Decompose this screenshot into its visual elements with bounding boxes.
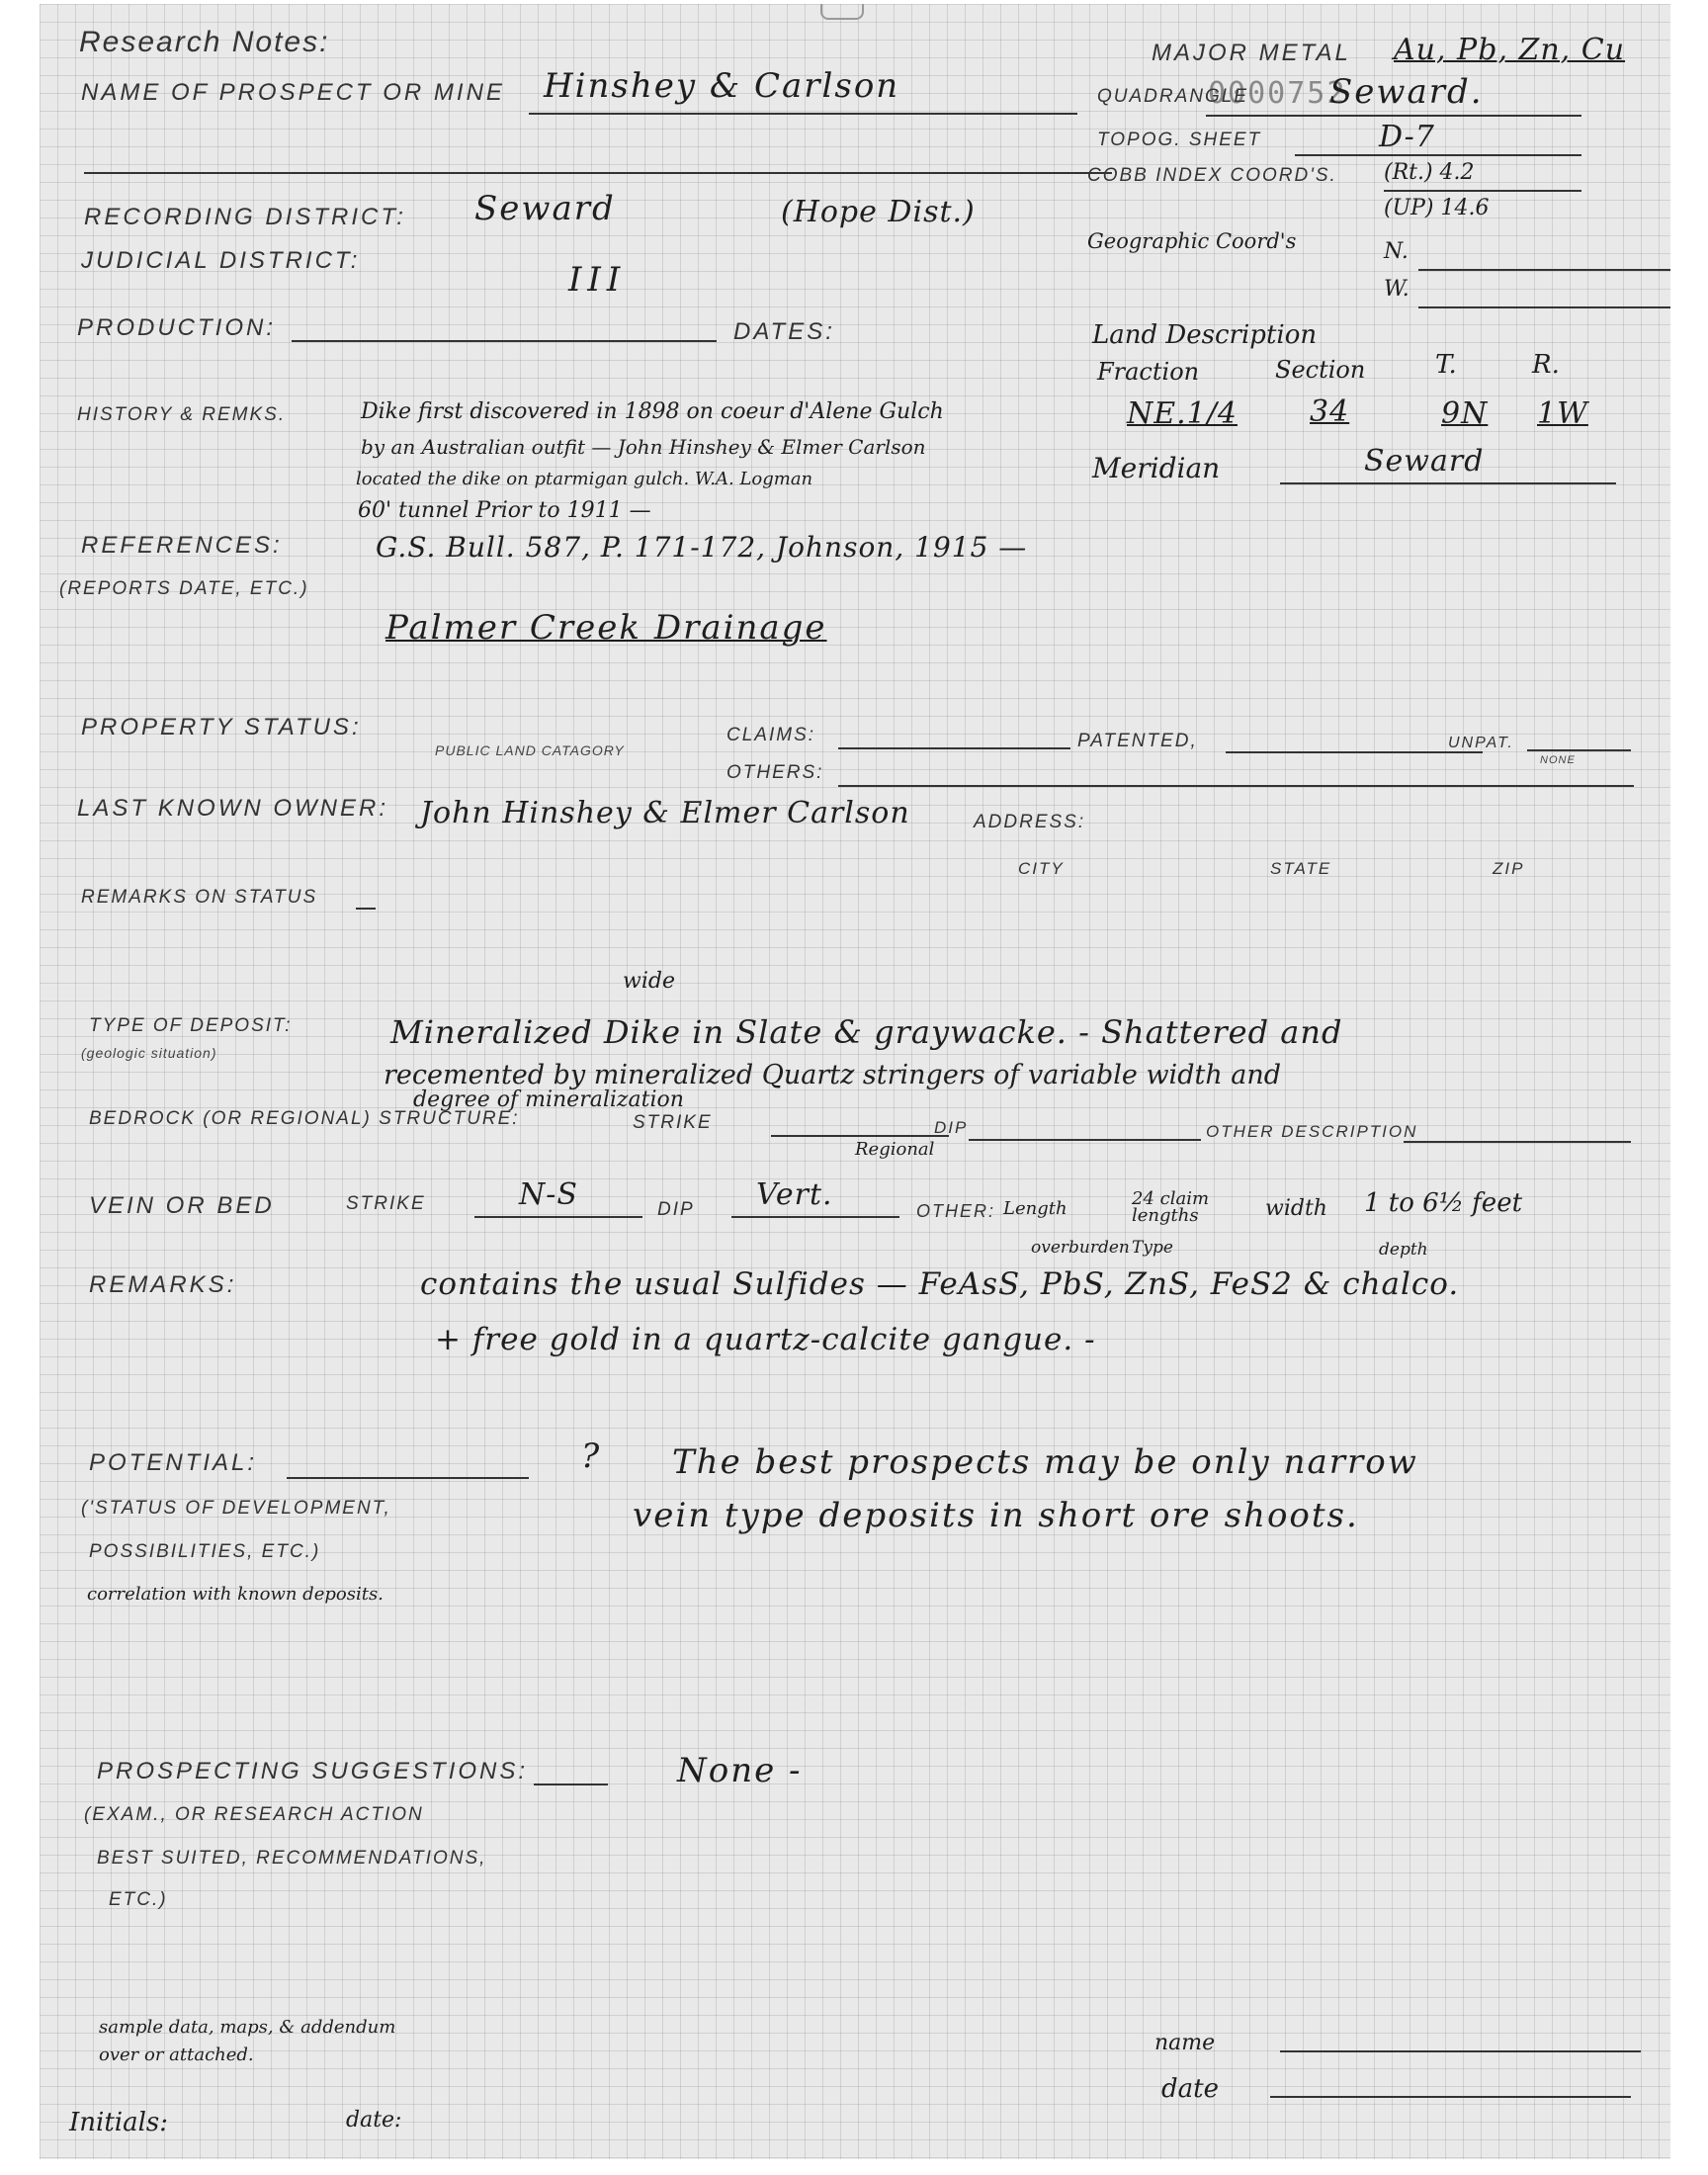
topog-sheet-value: D-7 bbox=[1379, 120, 1435, 154]
dates-label: DATES: bbox=[733, 318, 835, 345]
remarks-on-status-line bbox=[356, 908, 376, 910]
last-known-owner-value: John Hinshey & Elmer Carlson bbox=[420, 796, 910, 830]
history-line-4: 60' tunnel Prior to 1911 — bbox=[358, 498, 651, 523]
name-of-prospect-label: NAME OF PROSPECT OR MINE bbox=[81, 79, 505, 106]
deposit-line-3: degree of mineralization bbox=[413, 1088, 684, 1112]
name-label: name bbox=[1154, 2031, 1216, 2055]
unpat-line bbox=[1527, 749, 1631, 751]
drainage-note: Palmer Creek Drainage bbox=[385, 608, 827, 648]
quadrangle-value: Seward. bbox=[1329, 72, 1484, 112]
type-of-deposit-sublabel: (geologic situation) bbox=[81, 1045, 217, 1061]
quadrangle-line bbox=[1206, 115, 1581, 117]
prospecting-sublabel-1: (EXAM., OR RESEARCH ACTION bbox=[84, 1804, 424, 1825]
land-description-title: Land Description bbox=[1092, 320, 1318, 350]
land-section-value: 34 bbox=[1310, 394, 1350, 429]
prospecting-sublabel-2: BEST SUITED, RECOMMENDATIONS, bbox=[97, 1848, 487, 1869]
vein-strike-line bbox=[474, 1216, 642, 1218]
vein-dip-value: Vert. bbox=[756, 1177, 833, 1212]
prospecting-suggestions-label: PROSPECTING SUGGESTIONS: bbox=[97, 1758, 529, 1784]
vein-length-value: 24 claim lengths bbox=[1132, 1188, 1210, 1227]
remarks-line-1: contains the usual Sulfides — FeAsS, PbS, ZnS, FeS2 & chalco. bbox=[420, 1266, 1460, 1302]
vein-strike-value: N-S bbox=[519, 1177, 578, 1212]
prospect-name-line-2 bbox=[84, 172, 1112, 174]
cobb-index-label: COBB INDEX COORD'S. bbox=[1087, 165, 1337, 186]
sample-data-line-2: over or attached. bbox=[99, 2044, 254, 2065]
geographic-w-line bbox=[1418, 306, 1670, 308]
overburden-depth-label: depth bbox=[1379, 1240, 1428, 1260]
geographic-coords-label: Geographic Coord's bbox=[1087, 229, 1297, 253]
land-t-label: T. bbox=[1435, 350, 1457, 380]
date-label: date bbox=[1161, 2074, 1219, 2104]
last-known-owner-label: LAST KNOWN OWNER: bbox=[77, 795, 389, 822]
history-label: HISTORY & REMKS. bbox=[77, 404, 287, 425]
potential-sublabel-3: correlation with known deposits. bbox=[87, 1584, 384, 1605]
major-metal-label: MAJOR METAL bbox=[1152, 40, 1351, 66]
overburden-label: overburden bbox=[1031, 1238, 1130, 1258]
bedrock-label: BEDROCK (OR REGIONAL) STRUCTURE: bbox=[89, 1108, 520, 1129]
research-notes-sheet bbox=[40, 4, 1670, 2159]
remarks-label: REMARKS: bbox=[89, 1271, 237, 1298]
vein-other-label: OTHER: bbox=[916, 1201, 996, 1221]
land-t-value: 9N bbox=[1441, 396, 1489, 431]
major-metal-value: Au, Pb, Zn, Cu bbox=[1394, 33, 1626, 67]
hope-district-note: (Hope Dist.) bbox=[781, 195, 976, 229]
prospect-name-line bbox=[529, 113, 1077, 115]
unpat-label: UNPAT. bbox=[1448, 735, 1514, 751]
address-label: ADDRESS: bbox=[974, 812, 1086, 832]
judicial-district-value: III bbox=[568, 260, 627, 300]
prospecting-value: None - bbox=[677, 1751, 803, 1790]
potential-sublabel-2: POSSIBILITIES, ETC.) bbox=[89, 1541, 321, 1562]
geographic-n-line bbox=[1418, 269, 1670, 271]
potential-line-1: The best prospects may be only narrow bbox=[672, 1442, 1418, 1482]
judicial-district-label: JUDICIAL DISTRICT: bbox=[81, 247, 361, 274]
zip-label: ZIP bbox=[1493, 859, 1525, 878]
bedrock-dip-line bbox=[969, 1139, 1201, 1141]
history-line-2: by an Australian outfit — John Hinshey & Elmer Carlson bbox=[361, 435, 926, 459]
land-r-label: R. bbox=[1532, 350, 1560, 380]
date-line bbox=[1270, 2096, 1631, 2098]
overburden-type-label: Type bbox=[1132, 1238, 1173, 1258]
topog-sheet-line bbox=[1295, 154, 1581, 156]
land-r-value: 1W bbox=[1537, 396, 1588, 431]
land-section-label: Section bbox=[1275, 356, 1366, 384]
sample-data-line-1: sample data, maps, & addendum bbox=[99, 2017, 396, 2038]
history-line-3: located the dike on ptarmigan gulch. W.A. Logman bbox=[356, 469, 813, 489]
recording-district-label: RECORDING DISTRICT: bbox=[84, 204, 406, 230]
references-label: REFERENCES: bbox=[81, 532, 283, 559]
vein-length-label: Length bbox=[1003, 1198, 1068, 1219]
name-line bbox=[1280, 2050, 1641, 2052]
city-label: CITY bbox=[1018, 859, 1065, 878]
prospect-name-value: Hinshey & Carlson bbox=[544, 66, 900, 106]
meridian-label: Meridian bbox=[1092, 452, 1221, 484]
stamp-number: 0000752 bbox=[1208, 76, 1347, 111]
references-sublabel: (REPORTS DATE, ETC.) bbox=[59, 578, 309, 599]
public-land-category-label: PUBLIC LAND CATAGORY bbox=[435, 742, 625, 758]
deposit-insert-word: wide bbox=[623, 969, 675, 994]
claims-line bbox=[838, 747, 1070, 749]
meridian-value: Seward bbox=[1364, 444, 1485, 478]
quadrangle-label: QUADRANGLE bbox=[1097, 86, 1249, 107]
others-label: OTHERS: bbox=[726, 762, 824, 783]
bedrock-strike-label: STRIKE bbox=[633, 1112, 713, 1133]
bedrock-strike-line bbox=[771, 1135, 949, 1137]
bedrock-dip-label: DIP bbox=[934, 1118, 969, 1137]
initials-date-label: date: bbox=[346, 2108, 402, 2132]
vein-or-bed-label: VEIN OR BED bbox=[89, 1192, 275, 1219]
patented-line bbox=[1226, 751, 1483, 753]
unpat-value: NONE bbox=[1540, 754, 1576, 766]
references-value: G.S. Bull. 587, P. 171-172, Johnson, 1915 — bbox=[376, 531, 1028, 564]
potential-sublabel-1: ('STATUS OF DEVELOPMENT, bbox=[81, 1498, 391, 1519]
potential-label: POTENTIAL: bbox=[89, 1449, 258, 1476]
prospecting-line bbox=[534, 1784, 608, 1785]
vein-dip-line bbox=[731, 1216, 899, 1218]
production-label: PRODUCTION: bbox=[77, 314, 276, 341]
land-fraction-label: Fraction bbox=[1097, 358, 1200, 386]
paper-clip-mark bbox=[820, 4, 864, 20]
land-fraction-value: NE.1/4 bbox=[1127, 396, 1238, 431]
vein-width-value: 1 to 6½ feet bbox=[1364, 1188, 1523, 1218]
cobb-rt-value: (Rt.) 4.2 bbox=[1384, 160, 1475, 185]
potential-line-2: vein type deposits in short ore shoots. bbox=[633, 1496, 1359, 1535]
vein-strike-label: STRIKE bbox=[346, 1193, 426, 1214]
prospecting-sublabel-3: ETC.) bbox=[109, 1889, 168, 1910]
patented-label: PATENTED, bbox=[1077, 731, 1198, 751]
meridian-line bbox=[1280, 482, 1616, 484]
topog-sheet-label: TOPOG. SHEET bbox=[1097, 130, 1262, 150]
initials-label: Initials: bbox=[69, 2108, 169, 2137]
geographic-w-label: W. bbox=[1384, 277, 1409, 302]
state-label: STATE bbox=[1270, 859, 1332, 878]
vein-width-label: width bbox=[1265, 1196, 1327, 1221]
cobb-rt-line bbox=[1384, 190, 1581, 192]
property-status-label: PROPERTY STATUS: bbox=[81, 714, 362, 740]
remarks-on-status-label: REMARKS ON STATUS bbox=[81, 887, 318, 908]
other-description-label: OTHER DESCRIPTION bbox=[1206, 1122, 1418, 1141]
history-line-1: Dike first discovered in 1898 on coeur d'Alene Gulch bbox=[361, 399, 944, 424]
deposit-line-2: recemented by mineralized Quartz stringers of variable width and bbox=[384, 1060, 1282, 1090]
recording-district-value: Seward bbox=[474, 189, 616, 228]
production-line bbox=[292, 340, 717, 342]
potential-question-mark: ? bbox=[581, 1436, 602, 1476]
geographic-n-label: N. bbox=[1384, 239, 1409, 264]
others-line bbox=[838, 785, 1634, 787]
type-of-deposit-label: TYPE OF DEPOSIT: bbox=[89, 1015, 293, 1036]
remarks-line-2: + free gold in a quartz-calcite gangue. - bbox=[435, 1322, 1096, 1357]
claims-label: CLAIMS: bbox=[726, 725, 816, 745]
other-description-line bbox=[1404, 1141, 1631, 1143]
regional-note: Regional bbox=[855, 1139, 935, 1160]
cobb-up-value: (UP) 14.6 bbox=[1384, 196, 1490, 220]
research-notes-title: Research Notes: bbox=[79, 26, 330, 58]
deposit-line-1: Mineralized Dike in Slate & graywacke. - Shattered and bbox=[390, 1013, 1343, 1051]
vein-dip-label: DIP bbox=[657, 1199, 695, 1220]
potential-line bbox=[287, 1477, 529, 1479]
